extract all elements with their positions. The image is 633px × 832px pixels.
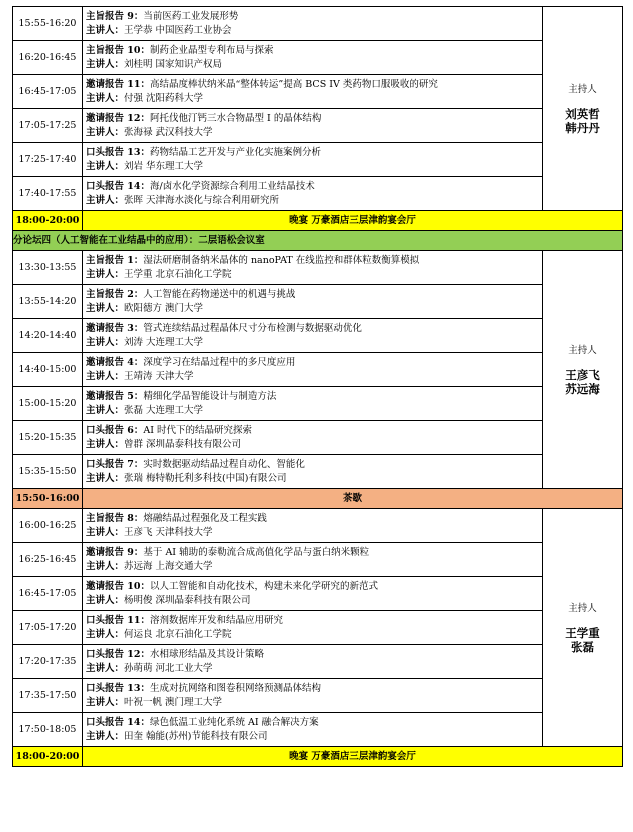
talk-details xyxy=(83,251,543,285)
talk-row xyxy=(13,455,623,489)
session-host xyxy=(543,509,623,747)
talk-speaker-line xyxy=(86,560,542,574)
forum-header: 分论坛四（人工智能在工业结晶中的应用）：二层语松会议室 xyxy=(13,231,623,251)
talk-time: 17:05-17:25 xyxy=(13,109,83,143)
talk-time: 17:20-17:35 xyxy=(13,645,83,679)
talk-type-tag: 口头报告 14： xyxy=(86,180,151,192)
talk-title: 绿色低温工业纯化系统 AI 融合解决方案 xyxy=(150,716,319,728)
talk-title: 药物结晶工艺开发与产业化实施案例分析 xyxy=(150,146,322,158)
talk-speaker: 付强 沈阳药科大学 xyxy=(124,92,204,104)
talk-speaker: 何运良 北京石油化工学院 xyxy=(124,628,232,640)
talk-details xyxy=(83,109,543,143)
talk-title: 湿法研磨制备纳米晶体的 nanoPAT 在线监控和群体粒数衡算模拟 xyxy=(143,254,420,266)
talk-title-line xyxy=(86,10,542,24)
talk-row xyxy=(13,353,623,387)
talk-title-line xyxy=(86,390,542,404)
speaker-label: 主讲人： xyxy=(86,24,125,36)
talk-type-tag: 口头报告 13： xyxy=(86,682,151,694)
speaker-label: 主讲人： xyxy=(86,438,125,450)
speaker-label: 主讲人： xyxy=(86,628,125,640)
talk-type-tag: 口头报告 13： xyxy=(86,146,151,158)
talk-time: 17:50-18:05 xyxy=(13,713,83,747)
talk-details xyxy=(83,455,543,489)
talk-details xyxy=(83,319,543,353)
talk-title-line xyxy=(86,254,542,268)
talk-type-tag: 邀请报告 10： xyxy=(86,580,151,592)
talk-title-line xyxy=(86,682,542,696)
tea-break-row-text: 茶歇 xyxy=(83,489,623,509)
talk-row xyxy=(13,285,623,319)
talk-speaker-line xyxy=(86,194,542,208)
speaker-label: 主讲人： xyxy=(86,126,125,138)
talk-speaker-line xyxy=(86,58,542,72)
talk-title-line xyxy=(86,716,542,730)
talk-type-tag: 邀请报告 12： xyxy=(86,112,151,124)
talk-time: 15:20-15:35 xyxy=(13,421,83,455)
tea-break-row-time: 15:50-16:00 xyxy=(13,489,83,509)
talk-type-tag: 主旨报告 1： xyxy=(86,254,144,266)
talk-row xyxy=(13,7,623,41)
dinner-row-final-time: 18:00-20:00 xyxy=(13,747,83,767)
talk-row xyxy=(13,713,623,747)
talk-details xyxy=(83,577,543,611)
speaker-label: 主讲人： xyxy=(86,194,125,206)
talk-speaker: 曾群 深圳晶泰科技有限公司 xyxy=(124,438,242,450)
talk-type-tag: 主旨报告 2： xyxy=(86,288,144,300)
talk-speaker-line xyxy=(86,160,542,174)
talk-title: AI 时代下的结晶研究探索 xyxy=(143,424,253,436)
talk-row xyxy=(13,319,623,353)
speaker-label: 主讲人： xyxy=(86,594,125,606)
talk-speaker: 王彦飞 天津科技大学 xyxy=(124,526,213,538)
talk-speaker: 王学恭 中国医药工业协会 xyxy=(124,24,232,36)
talk-title-line xyxy=(86,614,542,628)
talk-title-line xyxy=(86,322,542,336)
talk-title-line xyxy=(86,180,542,194)
talk-speaker-line xyxy=(86,24,542,38)
talk-title: 阿托伐他汀钙三水合物晶型 I 的晶体结构 xyxy=(150,112,322,124)
talk-speaker: 杨明俊 深圳晶泰科技有限公司 xyxy=(124,594,251,606)
forum-header-row xyxy=(13,231,623,251)
talk-speaker-line xyxy=(86,92,542,106)
talk-title-line xyxy=(86,512,542,526)
talk-type-tag: 邀请报告 3： xyxy=(86,322,144,334)
host-name: 王彦飞 xyxy=(565,367,600,382)
talk-details xyxy=(83,679,543,713)
talk-speaker: 刘桂明 国家知识产权局 xyxy=(124,58,223,70)
speaker-label: 主讲人： xyxy=(86,268,125,280)
talk-title: 当前医药工业发展形势 xyxy=(143,10,239,22)
talk-title-line xyxy=(86,288,542,302)
dinner-row-final-text: 晚宴 万豪酒店三层津韵宴会厅 xyxy=(83,747,623,767)
talk-details xyxy=(83,611,543,645)
talk-title: 基于 AI 辅助的泰勒流合成高值化学品与蛋白纳米颗粒 xyxy=(143,546,370,558)
talk-time: 17:25-17:40 xyxy=(13,143,83,177)
talk-speaker: 张晖 天津海水淡化与综合利用研究所 xyxy=(124,194,280,206)
speaker-label: 主讲人： xyxy=(86,730,125,742)
talk-row xyxy=(13,251,623,285)
talk-details xyxy=(83,387,543,421)
speaker-label: 主讲人： xyxy=(86,662,125,674)
session-host xyxy=(543,7,623,211)
talk-title-line xyxy=(86,458,542,472)
talk-time: 16:45-17:05 xyxy=(13,75,83,109)
speaker-label: 主讲人： xyxy=(86,92,125,104)
talk-speaker-line xyxy=(86,268,542,282)
talk-title: 精细化学品智能设计与制造方法 xyxy=(143,390,277,402)
talk-title-line xyxy=(86,580,542,594)
speaker-label: 主讲人： xyxy=(86,370,125,382)
speaker-label: 主讲人： xyxy=(86,696,125,708)
talk-row xyxy=(13,645,623,679)
talk-type-tag: 口头报告 7： xyxy=(86,458,144,470)
talk-title: 海/卤水化学资源综合利用工业结晶技术 xyxy=(150,180,315,192)
talk-title-line xyxy=(86,546,542,560)
talk-type-tag: 邀请报告 5： xyxy=(86,390,144,402)
talk-speaker-line xyxy=(86,126,542,140)
talk-row xyxy=(13,421,623,455)
talk-speaker: 欧阳德方 澳门大学 xyxy=(124,302,204,314)
speaker-label: 主讲人： xyxy=(86,526,125,538)
talk-title: 溶剂数据库开发和结晶应用研究 xyxy=(150,614,284,626)
talk-title-line xyxy=(86,78,542,92)
host-label: 主持人 xyxy=(568,344,597,356)
talk-title: 高结晶度棒状纳米晶“整体转运”提高 BCS IV 类药物口服吸收的研究 xyxy=(150,78,438,90)
talk-row xyxy=(13,509,623,543)
talk-row xyxy=(13,577,623,611)
speaker-label: 主讲人： xyxy=(86,560,125,572)
talk-type-tag: 主旨报告 8： xyxy=(86,512,144,524)
talk-title: 水相球形结晶及其设计策略 xyxy=(150,648,265,660)
talk-type-tag: 主旨报告 9： xyxy=(86,10,144,22)
talk-title-line xyxy=(86,44,542,58)
talk-time: 16:25-16:45 xyxy=(13,543,83,577)
talk-row xyxy=(13,679,623,713)
talk-details xyxy=(83,713,543,747)
talk-details xyxy=(83,177,543,211)
talk-type-tag: 口头报告 6： xyxy=(86,424,144,436)
talk-title-line xyxy=(86,424,542,438)
talk-time: 16:20-16:45 xyxy=(13,41,83,75)
talk-time: 13:30-13:55 xyxy=(13,251,83,285)
schedule-table xyxy=(12,6,623,767)
talk-row xyxy=(13,611,623,645)
session-host xyxy=(543,251,623,489)
talk-details xyxy=(83,353,543,387)
talk-title: 实时数据驱动结晶过程自动化、智能化 xyxy=(143,458,305,470)
talk-time: 16:00-16:25 xyxy=(13,509,83,543)
talk-row xyxy=(13,387,623,421)
talk-time: 14:40-15:00 xyxy=(13,353,83,387)
talk-type-tag: 邀请报告 9： xyxy=(86,546,144,558)
talk-speaker-line xyxy=(86,696,542,710)
talk-speaker: 苏远海 上海交通大学 xyxy=(124,560,213,572)
talk-type-tag: 口头报告 14： xyxy=(86,716,151,728)
talk-speaker: 刘岩 华东理工大学 xyxy=(124,160,204,172)
schedule-body xyxy=(13,7,623,767)
talk-title: 生成对抗网络和图卷积网络预测晶体结构 xyxy=(150,682,322,694)
talk-details xyxy=(83,509,543,543)
speaker-label: 主讲人： xyxy=(86,336,125,348)
host-name: 韩丹丹 xyxy=(565,120,600,135)
host-name: 苏远海 xyxy=(565,381,600,396)
talk-row xyxy=(13,543,623,577)
talk-speaker: 刘涛 大连理工大学 xyxy=(124,336,204,348)
talk-speaker-line xyxy=(86,662,542,676)
talk-row xyxy=(13,75,623,109)
talk-details xyxy=(83,41,543,75)
talk-row xyxy=(13,109,623,143)
talk-speaker-line xyxy=(86,628,542,642)
talk-speaker: 张瑞 梅特勒托利多科技(中国)有限公司 xyxy=(124,472,287,484)
speaker-label: 主讲人： xyxy=(86,58,125,70)
talk-title: 制药企业晶型专利布局与探索 xyxy=(150,44,274,56)
talk-type-tag: 邀请报告 11： xyxy=(86,78,151,90)
talk-details xyxy=(83,421,543,455)
tea-break-row xyxy=(13,489,623,509)
talk-time: 17:05-17:20 xyxy=(13,611,83,645)
talk-title: 深度学习在结晶过程中的多尺度应用 xyxy=(143,356,296,368)
talk-row xyxy=(13,143,623,177)
talk-speaker: 田奎 翰能(苏州)节能科技有限公司 xyxy=(124,730,268,742)
talk-title-line xyxy=(86,112,542,126)
speaker-label: 主讲人： xyxy=(86,302,125,314)
host-name: 王学重 xyxy=(565,625,600,640)
speaker-label: 主讲人： xyxy=(86,472,125,484)
talk-details xyxy=(83,645,543,679)
talk-details xyxy=(83,7,543,41)
talk-time: 15:55-16:20 xyxy=(13,7,83,41)
talk-title-line xyxy=(86,146,542,160)
talk-speaker-line xyxy=(86,730,542,744)
talk-time: 15:35-15:50 xyxy=(13,455,83,489)
talk-speaker: 张海禄 武汉科技大学 xyxy=(124,126,213,138)
talk-type-tag: 邀请报告 4： xyxy=(86,356,144,368)
talk-details xyxy=(83,543,543,577)
talk-time: 17:35-17:50 xyxy=(13,679,83,713)
talk-speaker: 孙萌萌 河北工业大学 xyxy=(124,662,213,674)
dinner-row-text: 晚宴 万豪酒店三层津韵宴会厅 xyxy=(83,211,623,231)
talk-row xyxy=(13,41,623,75)
talk-speaker-line xyxy=(86,302,542,316)
talk-speaker-line xyxy=(86,336,542,350)
host-label: 主持人 xyxy=(568,83,597,95)
host-name: 刘英哲 xyxy=(565,106,600,121)
talk-speaker: 叶祝一帆 澳门理工大学 xyxy=(124,696,223,708)
dinner-row-final xyxy=(13,747,623,767)
talk-time: 15:00-15:20 xyxy=(13,387,83,421)
talk-title: 人工智能在药物递送中的机遇与挑战 xyxy=(143,288,296,300)
talk-title-line xyxy=(86,356,542,370)
talk-type-tag: 口头报告 11： xyxy=(86,614,151,626)
talk-speaker-line xyxy=(86,404,542,418)
talk-details xyxy=(83,75,543,109)
talk-speaker-line xyxy=(86,472,542,486)
speaker-label: 主讲人： xyxy=(86,404,125,416)
talk-row xyxy=(13,177,623,211)
talk-details xyxy=(83,143,543,177)
talk-type-tag: 口头报告 12： xyxy=(86,648,151,660)
talk-time: 13:55-14:20 xyxy=(13,285,83,319)
talk-title: 管式连续结晶过程晶体尺寸分布检测与数据驱动优化 xyxy=(143,322,362,334)
talk-speaker: 王学重 北京石油化工学院 xyxy=(124,268,232,280)
talk-title: 以人工智能和自动化技术，构建未来化学研究的新范式 xyxy=(150,580,379,592)
talk-time: 16:45-17:05 xyxy=(13,577,83,611)
talk-title-line xyxy=(86,648,542,662)
talk-type-tag: 主旨报告 10： xyxy=(86,44,151,56)
talk-speaker: 王靖涛 天津大学 xyxy=(124,370,194,382)
talk-time: 17:40-17:55 xyxy=(13,177,83,211)
talk-details xyxy=(83,285,543,319)
talk-speaker: 张磊 大连理工大学 xyxy=(124,404,204,416)
talk-time: 14:20-14:40 xyxy=(13,319,83,353)
host-name: 张磊 xyxy=(571,639,594,654)
dinner-row xyxy=(13,211,623,231)
talk-speaker-line xyxy=(86,370,542,384)
host-label: 主持人 xyxy=(568,602,597,614)
talk-speaker-line xyxy=(86,438,542,452)
dinner-row-time: 18:00-20:00 xyxy=(13,211,83,231)
talk-speaker-line xyxy=(86,594,542,608)
talk-speaker-line xyxy=(86,526,542,540)
talk-title: 熔融结晶过程强化及工程实践 xyxy=(143,512,267,524)
speaker-label: 主讲人： xyxy=(86,160,125,172)
